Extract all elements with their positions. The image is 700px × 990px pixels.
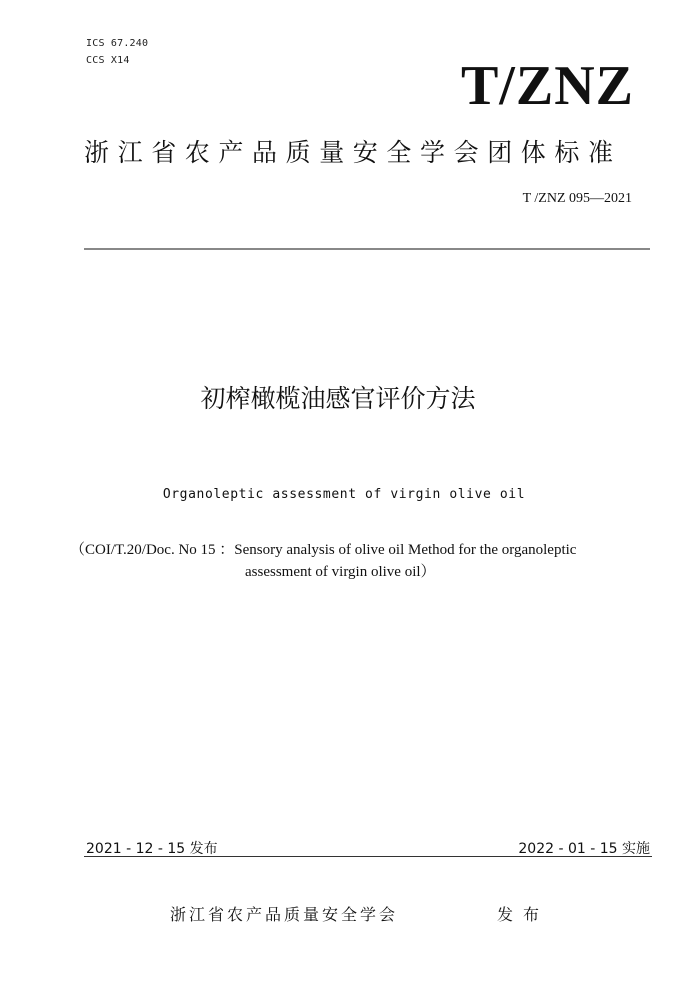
reference-line-2: assessment of virgin olive oil）: [245, 564, 436, 580]
standard-number: T /ZNZ 095—2021: [522, 191, 632, 206]
publish-label: 发布: [497, 905, 550, 924]
publisher-name: 浙江省农产品质量安全学会: [170, 905, 399, 924]
document-title-chinese-text: 初榨橄榄油感官评价方法: [200, 384, 476, 413]
ics-code: ICS 67.240: [86, 38, 149, 49]
standard-logo: T/ZNZ: [460, 55, 634, 117]
organization-title: 浙江省农产品质量安全学会团体标准: [84, 138, 622, 167]
document-title-chinese: [0, 383, 700, 415]
document-title-english-text: Organoleptic assessment of virgin olive oil: [162, 487, 526, 502]
ccs-code: CCS X14: [86, 55, 130, 66]
footer-divider: [84, 856, 652, 857]
header-divider: [84, 248, 650, 250]
issue-date: 2021 - 12 - 15 发布: [86, 841, 218, 857]
reference-line-1: （COI/T.20/Doc. No 15 ：Sensory analysis of olive oil Method for the organoleptic: [70, 542, 577, 558]
document-title-english: [0, 487, 700, 502]
implementation-date: 2022 - 01 - 15 实施: [518, 841, 650, 857]
